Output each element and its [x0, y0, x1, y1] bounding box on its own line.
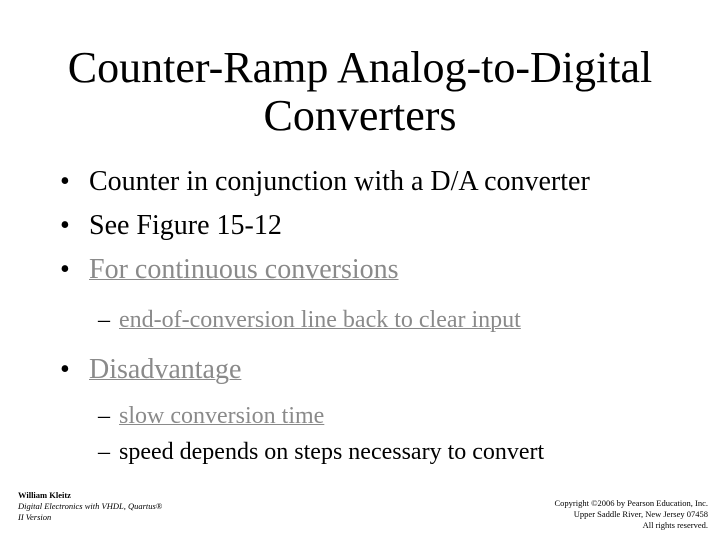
- footer-copyright: [488, 498, 708, 531]
- footer-book-edition: II Version: [18, 512, 52, 522]
- continuous-conversions-link[interactable]: For continuous conversions: [89, 254, 399, 285]
- bullet-text: See Figure 15-12: [89, 210, 282, 241]
- sub-bullet-marker: –: [98, 403, 110, 429]
- copyright-rights: All rights reserved.: [642, 520, 708, 530]
- bullet-text: Counter in conjunction with a D/A converter: [89, 166, 590, 197]
- bullet-item: [60, 160, 700, 204]
- disadvantage-link[interactable]: Disadvantage: [89, 354, 242, 385]
- sub-bullet-marker: –: [98, 439, 110, 465]
- bullet-marker: •: [60, 254, 70, 285]
- bullet-marker: •: [60, 354, 70, 385]
- bullet-marker: •: [60, 166, 70, 197]
- end-of-conversion-link[interactable]: end-of-conversion line back to clear input: [119, 307, 521, 333]
- slide-title-line2: Converters: [263, 91, 457, 140]
- footer-book-title: Digital Electronics with VHDL, Quartus®: [18, 501, 163, 511]
- bullet-item: [60, 348, 700, 392]
- bullet-list: [60, 160, 700, 470]
- copyright-line: Copyright ©2006 by Pearson Education, Inc.: [554, 498, 708, 508]
- footer-credit: [18, 490, 248, 523]
- bullet-marker: •: [60, 210, 70, 241]
- sub-bullet-text: speed depends on steps necessary to convert: [119, 439, 545, 465]
- slow-conversion-time-link[interactable]: slow conversion time: [119, 403, 325, 429]
- bullet-item: [60, 204, 700, 248]
- slide-title-line1: Counter-Ramp Analog-to-Digital: [67, 43, 653, 92]
- sub-bullet-item: [60, 398, 700, 434]
- bullet-item: [60, 248, 700, 292]
- sub-bullet-item: [60, 434, 700, 470]
- sub-bullet-item: [60, 302, 700, 338]
- footer-author: William Kleitz: [18, 490, 71, 500]
- sub-bullet-marker: –: [98, 307, 110, 333]
- copyright-address: Upper Saddle River, New Jersey 07458: [573, 509, 708, 519]
- slide-title: [0, 44, 720, 140]
